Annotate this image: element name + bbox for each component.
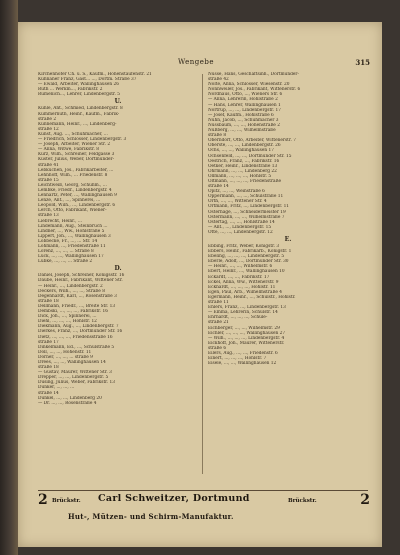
directory-entry: — Anna, Witwe, Fabrikstr. 8 <box>38 147 100 153</box>
directory-entry: Ollmann, ..., ..., ..., Hohlstr. 5 <box>208 173 272 179</box>
directory-entry: straße 42 <box>208 77 229 83</box>
left-column <box>38 72 198 477</box>
directory-entry: Oltmann, ..., ..., ..., Friedenstraße <box>208 178 281 184</box>
directory-entry: Nordhaus, Otto, ..., Wieners Str. 6 <box>208 92 283 98</box>
directory-entry: Drees, ..., ..., Wallinghausen 14 <box>38 359 106 365</box>
ad-company-name: Carl Schweitzer, Dortmund <box>98 493 250 504</box>
directory-entry: Eickhoff, Joh., Maurer, Wittenerstr. <box>208 340 285 346</box>
right-section-before <box>208 72 368 138</box>
directory-entry: Kurz, Wilh., Schreiner, Feldgasse 3 <box>38 152 115 158</box>
ad-street-right: Brückstr. <box>288 498 317 504</box>
directory-entry: Kunst, Aug. ..., Schuhmacher, ... <box>38 131 108 137</box>
directory-entry: Ostermann, ..., ..., Wilhelmstraße 7 <box>208 214 285 220</box>
directory-entry: Nüsse, Hans, Geschäftsinh., Dortmunder- <box>208 72 299 77</box>
directory-entry: Lenze, Ant., ..., Spinnerei, ... <box>38 198 101 204</box>
directory-entry: Oppermann, ..., ..., Schulstraße 11 <box>208 194 284 200</box>
directory-entry: Lehnhoff, Wilh., ... Friedenstr. 8 <box>38 172 108 178</box>
directory-entry: straße 14 <box>38 390 59 396</box>
directory-entry: Dinkelmann, Ed., ..., Schulstraße 5 <box>38 344 115 350</box>
directory-entry: Oestrich, Franz, ..., Fabrikstr. 16 <box>208 158 280 164</box>
directory-entry: Ochs, ..., ..., Wallinghausen 17 <box>208 148 274 154</box>
directory-entry: straße 15 <box>38 177 59 183</box>
directory-entry: Lohmann, ..., Friedenstraße 11 <box>38 244 106 249</box>
directory-entry: straße 14 <box>208 184 229 190</box>
directory-entry: Löbbecke, Fr., ..., ... Str. 14 <box>38 238 98 244</box>
column-title: Wengebe <box>178 58 215 66</box>
directory-entry: Daube, Heinr., Fabrikant, Wittener Str. <box>38 278 123 284</box>
footer-divider <box>38 490 368 491</box>
directory-entry: Nolte, Anna, Schlosser, Wiesenstr. 20 <box>208 82 290 88</box>
directory-entry: Ortmann, Fritz, ..., Lindenbergstr. 11 <box>208 204 290 210</box>
directory-entry: Dunkel, ..., ..., Lindenberg 20 <box>38 395 102 401</box>
directory-entry: Egermann, Heinr., ..., Schulstr., Hohlstr. <box>208 294 296 300</box>
directory-entry: Rumenich..., Lehrer, Lindenbergstr. 5 <box>38 92 120 98</box>
directory-entry: Osterhage, ..., Schneidermeister 19 <box>208 209 286 215</box>
directory-entry: Ochsenfeld, ..., ..., Dortmunder Str. 15 <box>208 153 292 159</box>
directory-entry: Ehrhardt, ..., ..., ..., Schule- <box>208 315 268 321</box>
directory-entry: — Wilh., ..., ..., ..., Lindenbergstr. 4 <box>208 335 285 341</box>
directory-entry: — Ewald, Arbeiter, Wallinghausen 26 <box>38 82 119 88</box>
paper-sheet <box>18 22 382 547</box>
directory-entry: Kunnemann, Heinr., ..., Lindenberg- <box>38 121 117 127</box>
ad-number-left: 2 <box>38 492 48 508</box>
directory-entry: Lerch, Otto, Fabrikant, Wiener- <box>38 208 107 214</box>
directory-entry: Diekmann, Aug., ..., Lindenbergstr. 7 <box>38 324 119 330</box>
left-section-before <box>38 72 198 97</box>
directory-entry: Küster, Julius, Weber, Dortmunder- <box>38 157 115 163</box>
directory-entry: Ohrmann, ..., ..., Lindenberg 22 <box>208 168 277 174</box>
directory-entry: Lindemann, Aug., Steinbruch ... <box>38 223 108 229</box>
directory-entry: Liebrecht, Heinr., ... <box>38 218 82 224</box>
directory-entry: — Ant., ..., Lindenbergstr. 15 <box>208 224 272 230</box>
directory-entry: Ebbers, Heinr., Fabrikarb., Königstr. 1 <box>208 249 292 255</box>
directory-entry: — Hans, Lehrer, Wallinghausen 1 <box>208 102 281 108</box>
letter-heading-u: U. <box>114 98 122 106</box>
directory-entry: Lübke, ..., ..., ... Straße 2 <box>38 259 93 265</box>
directory-entry: Opitz, ..., ..., Weinstraße 6 <box>208 189 265 195</box>
directory-entry: Kuhnaner Franz, Gast... ..., Dortm. Straße 37 <box>38 77 137 83</box>
left-section-d <box>38 273 198 405</box>
directory-entry: Lebkuchen, Jos., Fabrikarbeiter, ... <box>38 167 114 173</box>
directory-entry: Deckers, Wilh., ..., ..., Straße 8 <box>38 288 105 294</box>
ad-street-left: Brückstr. <box>52 498 81 504</box>
directory-entry: Oberndorf, Otto, Arbeiter, Wittenerstr. 7 <box>208 138 296 144</box>
directory-entry: — Dr. ..., ..., Rosenstraße 4 <box>38 400 97 406</box>
directory-entry: straße 6 <box>208 345 227 351</box>
directory-entry: Eckel, Anna, Ww., Wittenerstr. 9 <box>208 279 279 285</box>
directory-entry: straße 11 <box>208 300 229 306</box>
letter-heading-e: E. <box>284 236 292 243</box>
directory-entry: Doll, ..., ..., Hohenstr. 11 <box>38 349 92 355</box>
directory-entry: Leichtweiß, Georg, Schuhm., ... <box>38 182 107 188</box>
directory-entry: Kummernuth, Heinr., Kaufm., Fabrik- <box>38 111 120 117</box>
directory-entry: Dick, Joh., ..., Spinnerei, ... <box>38 314 97 320</box>
directory-entry: straße 18 <box>38 365 59 371</box>
page-number: 315 <box>355 58 370 67</box>
directory-entry: Otte, ..., ..., Lindenbergstr. 12 <box>208 229 273 235</box>
directory-entry: Ebbing, Fritz, Weber, Königstr. 3 <box>208 244 280 249</box>
directory-entry: Eichler, ..., ..., ..., Wallinghausen 27 <box>208 330 286 336</box>
right-section-before-2 <box>208 138 368 235</box>
directory-entry: straße 8 <box>208 133 227 139</box>
directory-entry: — Emma, Lehrerin, Schulstr. 14 <box>208 310 278 316</box>
directory-entry: Lindner, ..., Ww., Hohlstraße 5 <box>38 228 105 234</box>
directory-entry: Leopold, Wilh., ..., Lindenbergstr. 6 <box>38 203 116 209</box>
directory-entry: Dembski, ..., ..., ..., Fabrikstr. 16 <box>38 309 108 315</box>
directory-entry: Orth, ..., ..., Wittener Str. 4 <box>208 199 267 205</box>
directory-entry: straße 17 <box>38 339 59 345</box>
directory-entry: Ostertag, ..., ..., Hohlstraße 14 <box>208 219 275 225</box>
directory-entry: Düsing, Julius, Weber, Fabrikstr. 13 <box>38 380 115 386</box>
directory-entry: — Gustav, Maurer, Wittener Str. 3 <box>38 370 112 376</box>
advertisement <box>38 492 370 532</box>
page-header <box>18 58 382 70</box>
directory-entry: Dietz, ..., ..., ..., Friedensstraße 16 <box>38 334 113 340</box>
directory-entry: Dunker, ..., ..., ... <box>38 385 75 391</box>
directory-entry: Egen, Paul, Arb., Wilhelmstraße 4 <box>208 289 282 295</box>
directory-entry: Eisele, ..., ..., Wallinghausen 12 <box>208 361 277 367</box>
book-binding <box>0 0 18 555</box>
ad-tagline: Hut-, Mützen- und Schirm-Manufaktur. <box>68 512 234 521</box>
directory-entry: Eckardt, ..., ..., Fabrikstr. 17 <box>208 274 270 280</box>
directory-entry: Nonnweiler, Jos., Fabrikant, Wittenerstr. 6 <box>208 87 301 93</box>
directory-entry: Nortrup, ..., ..., Lindenbergstr. 17 <box>208 107 281 113</box>
directory-entry: Lück, ..., ..., Wallinghausen 17 <box>38 254 104 260</box>
directory-entry: Ruth ... Werkm..., Fabrikstr. 2 <box>38 87 103 93</box>
directory-entry: Lembke, Friedr., Lindenbergstr. 4 <box>38 187 112 193</box>
directory-entry: Lennartz, Peter, ..., Wallinghausen 9 <box>38 193 117 199</box>
directory-entry: Dörner, ..., ..., ... straße 9 <box>38 354 93 360</box>
letter-heading-d: D. <box>114 265 122 273</box>
directory-entry: — Joseph, Arbeiter, Wiener Str. 2 <box>38 142 111 148</box>
directory-entry: Daniel, Joseph, Schreiner, Königsstr. 16 <box>38 273 125 279</box>
directory-entry: Dierkes, Franz, ..., Dortmunder Str. 16 <box>38 329 123 335</box>
directory-entry: straße 18 <box>38 298 59 304</box>
directory-entry: Dellmann, Friedr., ..., Breite Str. 13 <box>38 303 116 309</box>
directory-entry: — Heinr., ..., Lindenbergstr. 2 <box>38 283 103 289</box>
column-divider <box>202 74 203 474</box>
directory-entry: Ebeling, ..., ..., ..., Lindenbergstr. 5 <box>208 254 285 260</box>
directory-entry: straße 41 <box>38 162 59 168</box>
directory-entry: Oetker, Heinr., Lindenstraße 13 <box>208 163 278 169</box>
left-section-u <box>38 106 198 264</box>
directory-entry: Lippert, Joh., ..., Wallinghausen 3 <box>38 233 111 239</box>
directory-entry: — Heinr., ..., ..., Wilhelmstr. 6 <box>208 264 273 270</box>
directory-entry: — Anna, Lehrerin, Hohlstraße 2 <box>208 97 278 103</box>
directory-entry: Eckhardt, ..., ..., ..., Hohlstr. 11 <box>208 284 276 290</box>
right-section-e <box>208 244 368 366</box>
directory-entry: Diehl, ..., ..., ..., Hohlstr. 12 <box>38 319 97 325</box>
directory-entry: straße 2 <box>38 116 57 122</box>
directory-entry: straße 12 <box>38 126 59 132</box>
directory-entry: Degenhardt, Karl, ..., Rosenstraße 3 <box>38 293 117 299</box>
directory-entry: Kuhle, Ant., Schmied, Lindenbergstr. 8 <box>38 106 123 112</box>
directory-entry: Nußberg, ..., ..., Wilhelmstraße <box>208 128 276 134</box>
directory-entry: Einert, ..., ..., ..., Hohlstr. 7 <box>208 356 267 362</box>
directory-entry: — Friedrich, Schlosser, Lindenbergstr. 3 <box>38 137 127 143</box>
directory-entry: Drepper, ..., ..., Lindenbergstr. 5 <box>38 375 109 381</box>
directory-entry: Nussbaum, ..., ..., Hohenstraße 2 <box>208 122 280 128</box>
right-column <box>208 72 368 477</box>
directory-entry: Lorenz, ..., ..., ... Straße 8 <box>38 249 94 255</box>
directory-entry: Ebert, Heinr., ..., Wallinghausen 10 <box>208 269 285 275</box>
directory-entry: Nuhn, Jacob, ..., Schuhmacher 3 <box>208 117 279 123</box>
directory-entry: Oberste, ..., ..., Lindenbergstr. 26 <box>208 143 281 149</box>
directory-entry: Eilers, Aug., ..., ..., Friedenstr. 6 <box>208 350 278 356</box>
directory-entry: Ehlers, Franz, ..., Lindenbergstr. 13 <box>208 305 286 311</box>
directory-entry: Kirchenhofer Ch. u. S., Kaufm., Hohenstaufenstr. 21 <box>38 72 152 77</box>
directory-entry: straße 21 <box>208 320 229 326</box>
ad-number-right: 2 <box>360 492 370 508</box>
directory-entry: straße 13 <box>38 213 59 219</box>
directory-entry: Eberle, Adolf, ..., Dortmunder Str. 30 <box>208 259 289 265</box>
directory-entry: Eichberger, ..., ..., Wilhelmstr. 29 <box>208 325 280 331</box>
directory-entry: — Josef, Kaufm., Hohlstraße 6 <box>208 112 274 118</box>
